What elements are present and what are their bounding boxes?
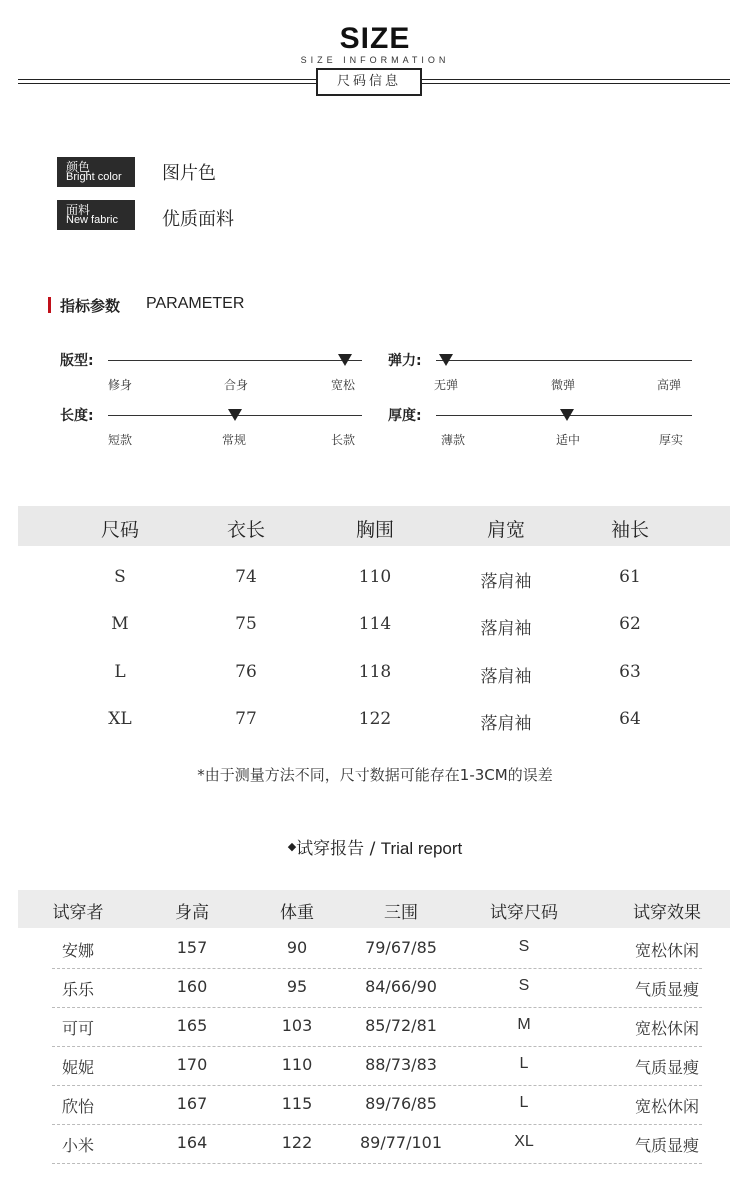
- scale-label: 厚度:: [388, 408, 422, 424]
- size-table-header-cell: 尺码: [100, 519, 139, 541]
- trial-report-title: ◆试穿报告 / Trial report: [287, 839, 463, 859]
- size-table-cell: 落肩袖: [480, 667, 532, 687]
- size-table-cell: 落肩袖: [480, 619, 532, 639]
- trial-table-cell: 89/77/101: [359, 1133, 443, 1152]
- fabric-tag-en: New fabric: [66, 214, 118, 226]
- trial-table-cell: 103: [281, 1016, 313, 1035]
- scale-label: 弹力:: [388, 353, 422, 369]
- trial-table-cell: 157: [176, 938, 208, 957]
- trial-table-cell: 安娜: [61, 941, 94, 960]
- size-table-cell: 114: [358, 614, 392, 634]
- scale-tick-label: 薄款: [441, 433, 466, 447]
- trial-table-cell: L: [519, 1055, 529, 1072]
- table-row-divider: [52, 1124, 702, 1125]
- scale-tick-label: 微弹: [551, 378, 576, 392]
- trial-table-cell: 167: [176, 1094, 208, 1113]
- size-info-label: 尺码信息: [316, 68, 422, 96]
- trial-table-header-cell: 试穿效果: [633, 903, 701, 923]
- trial-table-cell: 122: [281, 1133, 313, 1152]
- trial-table-cell: 115: [281, 1094, 313, 1113]
- fabric-value: 优质面料: [162, 209, 234, 230]
- trial-table-cell: 165: [176, 1016, 208, 1035]
- trial-table-cell: 160: [176, 977, 208, 996]
- trial-title-en: Trial report: [380, 839, 463, 858]
- parameter-title-cn: 指标参数: [60, 297, 121, 315]
- size-table-cell: 61: [619, 567, 641, 587]
- color-tag: [57, 157, 135, 187]
- size-table-cell: M: [111, 614, 129, 634]
- trial-table-cell: 气质显瘦: [634, 980, 699, 999]
- scale-tick-label: 宽松: [331, 378, 356, 392]
- size-table-cell: 62: [619, 614, 641, 634]
- scale-label: 版型:: [60, 353, 94, 369]
- diamond-icon: ◆: [287, 840, 297, 853]
- size-table-cell: 76: [235, 662, 257, 682]
- scale-tick-label: 修身: [108, 378, 133, 392]
- measurement-note: *由于测量方法不同，尺寸数据可能存在1-3CM的误差: [197, 766, 553, 784]
- trial-table-cell: XL: [514, 1133, 534, 1150]
- trial-table-cell: 164: [176, 1133, 208, 1152]
- size-table-cell: 118: [358, 662, 392, 682]
- trial-table-cell: 气质显瘦: [634, 1058, 699, 1077]
- table-row-divider: [52, 1007, 702, 1008]
- size-table-header-cell: 肩宽: [486, 519, 525, 541]
- scale-tick-label: 合身: [224, 378, 249, 392]
- size-table-cell: XL: [108, 709, 132, 729]
- trial-table-cell: 90: [286, 938, 308, 957]
- color-value: 图片色: [162, 163, 216, 184]
- scale-tick-label: 厚实: [659, 433, 684, 447]
- trial-table-cell: M: [517, 1016, 531, 1033]
- trial-table-cell: 79/67/85: [365, 938, 437, 957]
- trial-table-cell: L: [519, 1094, 529, 1111]
- scale-tick-label: 高弹: [657, 378, 682, 392]
- size-table-header-cell: 衣长: [226, 519, 265, 541]
- trial-table-cell: 85/72/81: [365, 1016, 437, 1035]
- size-table-header-cell: 袖长: [610, 519, 649, 541]
- trial-table-cell: S: [518, 938, 530, 955]
- trial-table-cell: 欣怡: [61, 1097, 94, 1116]
- trial-table-header-cell: 三围: [384, 903, 418, 923]
- size-table-cell: 64: [619, 709, 641, 729]
- trial-table-cell: 89/76/85: [365, 1094, 437, 1113]
- size-table-cell: 122: [358, 709, 392, 729]
- scale-tick-label: 无弹: [434, 378, 459, 392]
- selected-marker-icon: [338, 354, 352, 366]
- size-title: SIZE: [339, 22, 411, 55]
- table-row-divider: [52, 1085, 702, 1086]
- trial-table-cell: S: [518, 977, 530, 994]
- scale-tick-label: 短款: [108, 433, 133, 447]
- scale-line: [108, 360, 362, 361]
- trial-table-cell: 气质显瘦: [634, 1136, 699, 1155]
- size-table-cell: 77: [235, 709, 257, 729]
- size-table-cell: 落肩袖: [480, 572, 532, 592]
- size-table-cell: 75: [235, 614, 257, 634]
- color-tag-cn: 颜色: [66, 160, 91, 174]
- color-tag-en: Bright color: [66, 171, 122, 183]
- trial-table-cell: 宽松休闲: [634, 941, 699, 960]
- trial-table-cell: 可可: [61, 1019, 94, 1038]
- trial-table-header-cell: 试穿者: [52, 903, 104, 923]
- size-table-cell: 110: [358, 567, 392, 587]
- trial-table-header-cell: 试穿尺码: [490, 903, 558, 923]
- parameter-title-en: PARAMETER: [146, 295, 245, 312]
- trial-table-cell: 乐乐: [61, 980, 94, 999]
- scale-tick-label: 长款: [331, 433, 356, 447]
- trial-table-header-cell: 身高: [175, 903, 209, 923]
- parameter-accent-bar: [48, 297, 51, 313]
- table-row-divider: [52, 1046, 702, 1047]
- selected-marker-icon: [560, 409, 574, 421]
- fabric-tag: [57, 200, 135, 230]
- trial-table-cell: 84/66/90: [365, 977, 437, 996]
- trial-table-cell: 宽松休闲: [634, 1097, 699, 1116]
- scale-line: [436, 360, 692, 361]
- trial-table-cell: 95: [286, 977, 308, 996]
- scale-label: 长度:: [60, 408, 94, 424]
- size-table-cell: 74: [235, 567, 257, 587]
- size-table-cell: 落肩袖: [480, 714, 532, 734]
- trial-table-header-cell: 体重: [280, 903, 314, 923]
- fabric-tag-cn: 面料: [66, 203, 91, 217]
- trial-table-cell: 宽松休闲: [634, 1019, 699, 1038]
- selected-marker-icon: [439, 354, 453, 366]
- scale-tick-label: 适中: [556, 433, 581, 447]
- trial-table-cell: 170: [176, 1055, 208, 1074]
- size-subtitle: SIZE INFORMATION: [300, 55, 450, 65]
- size-table-header-cell: 胸围: [355, 519, 394, 541]
- size-table-cell: S: [114, 567, 126, 587]
- size-table-cell: 63: [619, 662, 641, 682]
- table-row-divider: [52, 968, 702, 969]
- trial-table-cell: 110: [281, 1055, 313, 1074]
- scale-tick-label: 常规: [222, 433, 247, 447]
- trial-table-cell: 妮妮: [61, 1058, 94, 1077]
- trial-title-cn: 试穿报告: [296, 839, 365, 859]
- trial-table-cell: 88/73/83: [365, 1055, 437, 1074]
- size-table-cell: L: [114, 662, 126, 682]
- table-row-divider: [52, 1163, 702, 1164]
- selected-marker-icon: [228, 409, 242, 421]
- trial-table-cell: 小米: [61, 1136, 94, 1155]
